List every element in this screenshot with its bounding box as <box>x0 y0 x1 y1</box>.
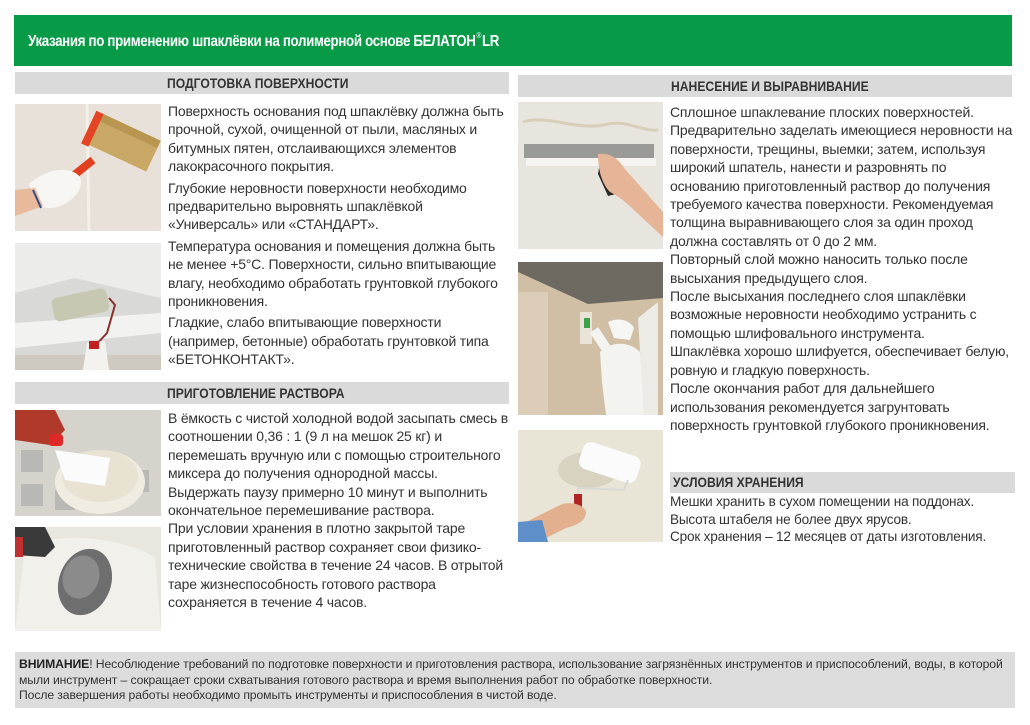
warning-line-3: После завершения работы необходимо промыть инструменты и приспособления в чистой воде. <box>19 688 557 702</box>
mixing-text <box>168 409 508 611</box>
heading-text: ПРИГОТОВЛЕНИЕ РАСТВОРА <box>167 386 345 401</box>
paragraph: Сплошное шпаклевание плоских поверхностей. Предварительно заделать имеющиеся неровности на поверхности, трещины, выемки; затем, используя широкий шпатель, нанести и разровнять по основанию приготовленный раствор до получения требуемого качества поверхности. Рекомендуемая толщина выравнивающего слоя за один проход должна составлять от 0 до 2 мм. <box>670 104 1013 249</box>
page-title <box>28 31 499 51</box>
storage-text <box>670 493 1015 546</box>
warning-line-1 <box>19 657 1003 673</box>
application-text <box>670 103 1015 434</box>
paragraph: Поверхность основания под шпаклёвку должна быть прочной, сухой, очищенной от пыли, масляных и битумных пятен, отслаивающихся элементов лакокрасочного покрытия. <box>168 103 504 175</box>
heading-text: ПОДГОТОВКА ПОВЕРХНОСТИ <box>167 76 349 91</box>
brush-on-wall-photo <box>15 104 161 231</box>
storage-line: Срок хранения – 12 месяцев от даты изготовления. <box>670 529 987 544</box>
powder-into-bucket-photo <box>15 410 161 516</box>
title-banner <box>14 15 1012 66</box>
warning-line-1-text: Несоблюдение требований по подготовке поверхности и приготовления раствора, использование загрязнённых инструментов и приспособлений, воды, в которой <box>92 657 1003 671</box>
mixed-putty-photo <box>15 527 161 631</box>
section-heading-mixing <box>15 382 509 404</box>
warning-line-2: мыли инструмент – сокращает сроки схватывания готового раствора и время выполнения работ по обработке поверхности. <box>19 672 713 687</box>
heading-text: НАНЕСЕНИЕ И ВЫРАВНИВАНИЕ <box>671 79 869 94</box>
paragraph: Шпаклёвка хорошо шлифуется, обеспечивает белую, ровную и гладкую поверхность. <box>670 343 1009 378</box>
warning-label: ВНИМАНИЕ <box>19 657 90 671</box>
spatula-on-wall-photo <box>518 102 663 249</box>
warning-box <box>15 652 1015 708</box>
worker-sanding-photo <box>518 262 663 415</box>
title-text: Указания по применению шпаклёвки на полимерной основе БЕЛАТОН <box>28 33 476 50</box>
paragraph: После высыхания последнего слоя шпаклёвки возможные неровности необходимо устранить с помощью шлифовального инструмента. <box>670 288 977 341</box>
paragraph: Температура основания и помещения должна быть не менее +5°С. Поверхности, сильно впитывающие влагу, необходимо обработать грунтовкой глубокого проникновения. <box>168 237 498 310</box>
warning-exclamation: ! <box>89 657 93 671</box>
section-heading-application <box>518 75 1012 97</box>
paragraph: Глубокие неровности поверхности необходимо предварительно выровнять шпаклёвкой «Универсаль» или «СТАНДАРТ». <box>168 179 467 233</box>
registered-mark: ® <box>476 31 482 40</box>
paragraph: Повторный слой можно наносить только после высыхания предыдущего слоя. <box>670 251 968 286</box>
paragraph: В ёмкость с чистой холодной водой засыпать смесь в соотношении 0,36 : 1 (9 л на мешок 25 кг) и перемешать вручную или с помощью строительного миксера до получения однородной массы. Выдержать паузу примерно 10 минут и выполнить окончательное перемешивание раствора. <box>168 410 508 519</box>
paragraph: После окончания работ для дальнейшего использования рекомендуется загрунтовать поверхность грунтовкой глубокого проникновения. <box>670 380 990 433</box>
roller-on-ceiling-photo <box>15 243 161 370</box>
storage-line: Высота штабеля не более двух ярусов. <box>670 511 912 527</box>
storage-line: Мешки хранить в сухом помещении на поддонах. <box>670 494 974 509</box>
title-suffix: LR <box>482 33 500 50</box>
section-heading-storage <box>670 472 1015 493</box>
warning-text <box>19 657 1003 704</box>
heading-text: УСЛОВИЯ ХРАНЕНИЯ <box>673 475 804 490</box>
paragraph: Гладкие, слабо впитывающие поверхности (например, бетонные) обработать грунтовкой типа «БЕТОНКОНТАКТ». <box>168 314 489 368</box>
roller-on-wall-photo <box>518 430 663 542</box>
paragraph: При условии хранения в плотно закрытой таре приготовленный раствор сохраняет свои физико-технические свойства в течение 24 часов. В отрытой таре жизнеспособность готового раствора сохраняется в течение 4 часов. <box>168 520 503 611</box>
preparation-text <box>168 102 508 369</box>
section-heading-preparation <box>15 72 509 94</box>
